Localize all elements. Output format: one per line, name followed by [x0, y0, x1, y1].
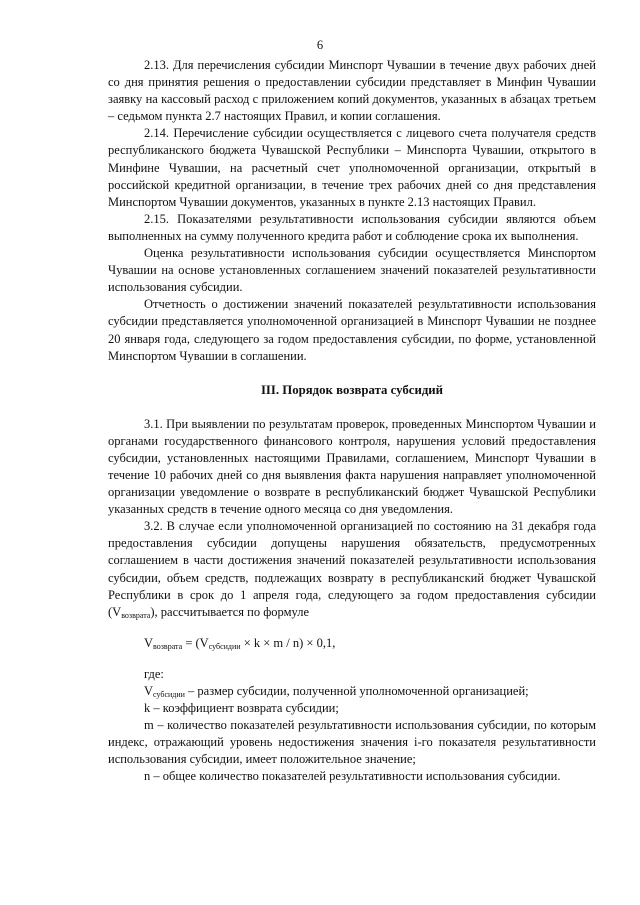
formula-rest: × k × m / n) × 0,1, [240, 635, 336, 650]
paragraph-2-13: 2.13. Для перечисления субсидии Минспорт Чувашии в течение двух рабочих дней со дня принятия решения о предоставлении субсидии представляет в Минфин Чувашии заявку на кассовый расход с приложением копий документов, указанных в абзацах третьем – седьмом пункта 2.7 настоящих Правил, и копии соглашения. [108, 58, 596, 124]
definition-v-subscript: субсидии [153, 689, 185, 699]
section-heading: III. Порядок возврата субсидий [260, 382, 444, 397]
definition-v-letter: V [144, 683, 154, 698]
page-number: 6 [316, 38, 324, 52]
definition-v-text: – размер субсидии, полученной уполномоченной организацией; [184, 683, 529, 698]
paragraph-3-1: 3.1. При выявлении по результатам проверок, проведенных Минспортом Чувашии и органами государственного финансового контроля, нарушения условий предоставления субсидии, установленных настоящими Правилами, соглашением, Минспорт Чувашии в течение 10 рабочих дней со дня выявления факта нарушения направляет уполномоченной организации уведомление о возврате в республиканский бюджет Чувашской Республики указанных средств в течение одного месяца со дня уведомления. [108, 416, 596, 517]
paragraph-reporting: Отчетность о достижении значений показателей результативности использования субсидии представляется уполномоченной организацией в Минспорт Чувашии не позднее 20 января года, следующего за годом предоставления субсидии, по форме, установленной Минспортом Чувашии в соглашении. [108, 297, 596, 363]
definition-v [108, 683, 596, 700]
formula-sub-return: возврата [153, 641, 183, 651]
paragraph-2-15: 2.15. Показателями результативности использования субсидии являются объем выполненных на сумму полученного кредита работ и соблюдение срока их выполнения. [108, 211, 596, 243]
paragraph-2-14: 2.14. Перечисление субсидии осуществляется с лицевого счета получателя средств республиканского бюджета Чувашской Республики – Минспорта Чувашии, открытого в Минфине Чувашии, на расчетный счет уполномоченной организации, открытый в российской кредитной организации, в течение трех рабочих дней со дня представления Минспортом Чувашии документов, указанных в пункте 2.13 настоящих Правил. [108, 126, 596, 209]
definition-k: k – коэффициент возврата субсидии; [144, 701, 339, 715]
paragraph-3-2-text: 3.2. В случае если уполномоченной организацией по состоянию на 31 декабря года предоставления субсидии допущены нарушения обязательств, предусмотренных соглашением в части достижения значений показателей результативности использования субсидии, объем средств, подлежащих возврату в республиканский бюджет Чувашской Республики в срок до 1 апреля года, следующего за годом предоставления субсидии (V [108, 519, 596, 619]
paragraph-evaluation: Оценка результативности использования субсидии осуществляется Минспортом Чувашии на основе установленных соглашением значений показателей результативности использования субсидии. [108, 246, 596, 295]
paragraph-3-2-tail: ), рассчитывается по формуле [150, 604, 309, 619]
definition-n: n – общее количество показателей результативности использования субсидии. [144, 769, 561, 784]
return-formula [108, 635, 596, 652]
definition-m: m – количество показателей результативности использования субсидии, по которым индекс, отражающий уровень недостижения значения i-го показателя результативности использования субсидии, имеет положительное значение; [108, 718, 596, 767]
paragraph-3-2 [108, 518, 596, 621]
document-body [108, 57, 596, 785]
definition-where: где: [144, 666, 164, 681]
return-subscript: возврата [121, 610, 151, 620]
formula-v: V [144, 635, 154, 650]
formula-mid: = (V [182, 635, 209, 650]
formula-sub-subsidy: субсидии [208, 641, 241, 651]
